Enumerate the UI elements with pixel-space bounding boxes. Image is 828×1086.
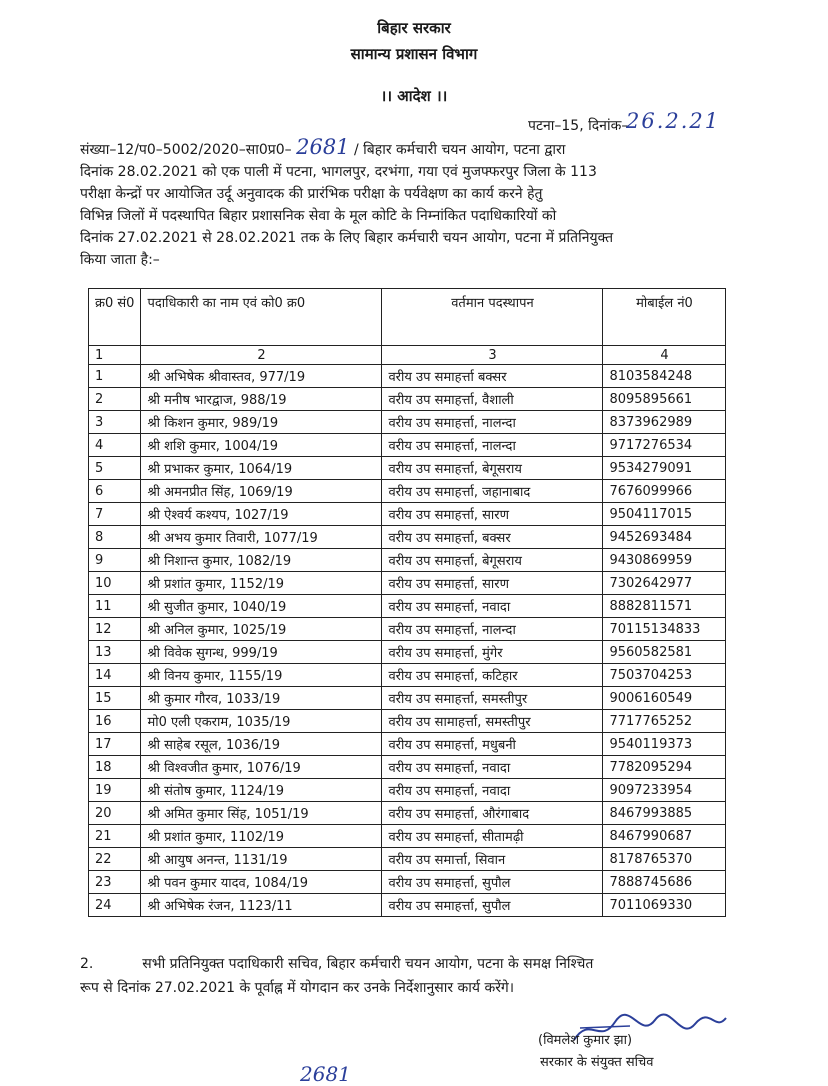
handwritten-order-number: 2681 (296, 135, 350, 159)
cell-mobile: 9006160549 (603, 687, 726, 710)
cell-posting: वरीय उप समाहर्त्ता, नवादा (382, 595, 603, 618)
cell-posting: वरीय उप समाहर्त्ता, सारण (382, 503, 603, 526)
cell-posting: वरीय उप समाहर्त्ता, बेगूसराय (382, 457, 603, 480)
cell-officer-name: श्री अमनप्रीत सिंह, 1069/19 (141, 480, 382, 503)
table-row (89, 526, 726, 549)
cell-posting: वरीय उप समाहर्त्ता, सुपौल (382, 894, 603, 917)
cell-serial: 23 (89, 871, 141, 894)
table-row (89, 457, 726, 480)
cell-officer-name: श्री विश्वजीत कुमार, 1076/19 (141, 756, 382, 779)
paragraph-two-text-1: सभी प्रतिनियुक्त पदाधिकारी सचिव, बिहार कर्मचारी चयन आयोग, पटना के समक्ष निश्चित (142, 956, 594, 972)
cell-serial: 14 (89, 664, 141, 687)
cell-officer-name: श्री विवेक सुगन्ध, 999/19 (141, 641, 382, 664)
column-index-row (89, 346, 726, 365)
cell-mobile: 9540119373 (603, 733, 726, 756)
paragraph-two (80, 952, 730, 1000)
paragraph-line: परीक्षा केन्द्रों पर आयोजित उर्दू अनुवादक की प्रारंभिक परीक्षा के पर्यवेक्षण का कार्य करने हेतु (80, 186, 543, 202)
cell-posting: वरीय उप समाहर्त्ता, सुपौल (382, 871, 603, 894)
table-row (89, 756, 726, 779)
header-name: पदाधिकारी का नाम एवं को0 क्र0 (141, 289, 382, 346)
order-paragraph (80, 136, 730, 271)
cell-serial: 5 (89, 457, 141, 480)
table-row (89, 848, 726, 871)
table-row (89, 871, 726, 894)
cell-posting: वरीय उप समाहर्त्ता, सीतामढ़ी (382, 825, 603, 848)
cell-mobile: 8178765370 (603, 848, 726, 871)
cell-officer-name: श्री सुजीत कुमार, 1040/19 (141, 595, 382, 618)
table-row (89, 434, 726, 457)
cell-mobile: 8467990687 (603, 825, 726, 848)
header-posting: वर्तमान पदस्थापन (382, 289, 603, 346)
cell-mobile: 9430869959 (603, 549, 726, 572)
cell-mobile: 8373962989 (603, 411, 726, 434)
cell-officer-name: श्री शशि कुमार, 1004/19 (141, 434, 382, 457)
paragraph-line: दिनांक 27.02.2021 से 28.02.2021 तक के लिए बिहार कर्मचारी चयन आयोग, पटना में प्रतिनियुक्त (80, 230, 614, 246)
order-number-line (80, 136, 730, 161)
cell-mobile: 7503704253 (603, 664, 726, 687)
cell-posting: वरीय उप समाहर्त्ता, कटिहार (382, 664, 603, 687)
paragraph-line: विभिन्न जिलों में पदस्थापित बिहार प्रशासनिक सेवा के मूल कोटि के निम्नांकित पदाधिकारियों को (80, 208, 557, 224)
table-row (89, 687, 726, 710)
cell-serial: 9 (89, 549, 141, 572)
cell-mobile: 7782095294 (603, 756, 726, 779)
cell-posting: वरीय उप समाहर्त्ता, बक्सर (382, 526, 603, 549)
cell-serial: 15 (89, 687, 141, 710)
cell-officer-name: श्री कुमार गौरव, 1033/19 (141, 687, 382, 710)
paragraph-line: दिनांक 28.02.2021 को एक पाली में पटना, भागलपुर, दरभंगा, गया एवं मुजफ्फरपुर जिला के 113 (80, 164, 597, 180)
cell-officer-name: श्री प्रभाकर कुमार, 1064/19 (141, 457, 382, 480)
cell-officer-name: श्री आयुष अनन्त, 1131/19 (141, 848, 382, 871)
cell-serial: 4 (89, 434, 141, 457)
cell-posting: वरीय उप समाहर्त्ता, औरंगाबाद (382, 802, 603, 825)
cell-mobile: 8467993885 (603, 802, 726, 825)
table-header-row (89, 289, 726, 346)
paragraph-two-text-2: रूप से दिनांक 27.02.2021 के पूर्वाह्न में योगदान कर उनके निर्देशानुसार कार्य करेंगे। (80, 980, 515, 996)
cell-posting: वरीय उप समाहर्त्ता, मुंगेर (382, 641, 603, 664)
cell-posting: वरीय उप समाहर्त्ता बक्सर (382, 365, 603, 388)
table-row (89, 664, 726, 687)
cell-officer-name: श्री प्रशांत कुमार, 1152/19 (141, 572, 382, 595)
place-label: पटना–15, दिनांक– (528, 118, 629, 134)
cell-mobile: 7888745686 (603, 871, 726, 894)
order-number-suffix: / बिहार कर्मचारी चयन आयोग, पटना द्वारा (354, 142, 566, 158)
order-title: ।। आदेश ।। (380, 87, 448, 105)
cell-mobile: 8103584248 (603, 365, 726, 388)
handwritten-date: 26.2.21 (626, 109, 721, 133)
cell-serial: 18 (89, 756, 141, 779)
cell-mobile: 7011069330 (603, 894, 726, 917)
cell-serial: 20 (89, 802, 141, 825)
cell-serial: 24 (89, 894, 141, 917)
table-row (89, 710, 726, 733)
cell-serial: 3 (89, 411, 141, 434)
order-number-prefix: संख्या–12/प0–5002/2020–सा0प्र0– (80, 142, 292, 158)
table-row (89, 388, 726, 411)
cell-officer-name: श्री निशान्त कुमार, 1082/19 (141, 549, 382, 572)
cell-posting: वरीय उप समाहर्त्ता, नालन्दा (382, 411, 603, 434)
column-index: 1 (89, 346, 141, 365)
table-row (89, 894, 726, 917)
signatory-designation: सरकार के संयुक्त सचिव (540, 1055, 654, 1070)
cell-mobile: 70115134833 (603, 618, 726, 641)
table-row (89, 595, 726, 618)
cell-serial: 16 (89, 710, 141, 733)
cell-officer-name: मो0 एली एकराम, 1035/19 (141, 710, 382, 733)
cell-officer-name: श्री किशन कुमार, 989/19 (141, 411, 382, 434)
cell-officer-name: श्री पवन कुमार यादव, 1084/19 (141, 871, 382, 894)
cell-officer-name: श्री संतोष कुमार, 1124/19 (141, 779, 382, 802)
table-row (89, 480, 726, 503)
cell-serial: 8 (89, 526, 141, 549)
cell-posting: वरीय उप समार्त्ता, सिवान (382, 848, 603, 871)
cell-mobile: 8882811571 (603, 595, 726, 618)
table-row (89, 618, 726, 641)
cell-posting: वरीय उप समाहर्त्ता, जहानाबाद (382, 480, 603, 503)
paragraph-two-line-1 (80, 952, 730, 976)
cell-officer-name: श्री ऐश्वर्य कश्यप, 1027/19 (141, 503, 382, 526)
column-index: 3 (382, 346, 603, 365)
cell-officer-name: श्री अभिषेक रंजन, 1123/11 (141, 894, 382, 917)
cell-serial: 7 (89, 503, 141, 526)
cell-serial: 2 (89, 388, 141, 411)
table-row (89, 825, 726, 848)
cell-serial: 17 (89, 733, 141, 756)
department-heading: सामान्य प्रशासन विभाग (350, 45, 478, 63)
table-row (89, 733, 726, 756)
cell-serial: 6 (89, 480, 141, 503)
paragraph-number: 2. (80, 956, 94, 972)
cell-posting: वरीय उप समाहर्त्ता, बेगूसराय (382, 549, 603, 572)
cell-serial: 12 (89, 618, 141, 641)
cell-mobile: 7302642977 (603, 572, 726, 595)
table-row (89, 641, 726, 664)
cell-posting: वरीय उप समाहर्त्ता, नवादा (382, 779, 603, 802)
cell-officer-name: श्री प्रशांत कुमार, 1102/19 (141, 825, 382, 848)
header-serial: क्र0 सं0 (89, 289, 141, 346)
cell-posting: वरीय उप समाहर्त्ता, नालन्दा (382, 434, 603, 457)
header-mobile: मोबाईल नं0 (603, 289, 726, 346)
cell-serial: 11 (89, 595, 141, 618)
signatory-name: (विमलेश कुमार झा) (538, 1033, 633, 1048)
cell-mobile: 9534279091 (603, 457, 726, 480)
table-row (89, 572, 726, 595)
officers-table (88, 288, 726, 917)
cell-posting: वरीय उप समाहर्त्ता, नवादा (382, 756, 603, 779)
cell-serial: 1 (89, 365, 141, 388)
cell-mobile: 9560582581 (603, 641, 726, 664)
column-index: 2 (141, 346, 382, 365)
cell-officer-name: श्री अनिल कुमार, 1025/19 (141, 618, 382, 641)
cell-officer-name: श्री अमित कुमार सिंह, 1051/19 (141, 802, 382, 825)
table-row (89, 779, 726, 802)
cell-posting: वरीय उप समाहर्त्ता, नालन्दा (382, 618, 603, 641)
cut-off-handwritten-number: 2681 (300, 1062, 351, 1086)
government-heading: बिहार सरकार (377, 19, 451, 37)
cell-mobile: 8095895661 (603, 388, 726, 411)
cell-mobile: 7676099966 (603, 480, 726, 503)
cell-mobile: 9717276534 (603, 434, 726, 457)
cell-mobile: 9097233954 (603, 779, 726, 802)
cell-posting: वरीय उप समाहर्त्ता, वैशाली (382, 388, 603, 411)
cell-posting: वरीय उप सामाहर्त्ता, समस्तीपुर (382, 710, 603, 733)
cell-serial: 19 (89, 779, 141, 802)
paragraph-line: किया जाता है:– (80, 252, 160, 268)
cell-mobile: 9504117015 (603, 503, 726, 526)
table-row (89, 802, 726, 825)
cell-officer-name: श्री साहेब रसूल, 1036/19 (141, 733, 382, 756)
cell-officer-name: श्री अभिषेक श्रीवास्तव, 977/19 (141, 365, 382, 388)
cell-mobile: 7717765252 (603, 710, 726, 733)
cell-officer-name: श्री अभय कुमार तिवारी, 1077/19 (141, 526, 382, 549)
cell-serial: 10 (89, 572, 141, 595)
table-row (89, 365, 726, 388)
cell-mobile: 9452693484 (603, 526, 726, 549)
cell-officer-name: श्री विनय कुमार, 1155/19 (141, 664, 382, 687)
table-row (89, 549, 726, 572)
cell-posting: वरीय उप समाहर्त्ता, सारण (382, 572, 603, 595)
cell-serial: 22 (89, 848, 141, 871)
cell-serial: 13 (89, 641, 141, 664)
column-index: 4 (603, 346, 726, 365)
cell-posting: वरीय उप समाहर्त्ता, मधुबनी (382, 733, 603, 756)
cell-serial: 21 (89, 825, 141, 848)
cell-posting: वरीय उप समाहर्त्ता, समस्तीपुर (382, 687, 603, 710)
table-row (89, 411, 726, 434)
cell-officer-name: श्री मनीष भारद्वाज, 988/19 (141, 388, 382, 411)
table-row (89, 503, 726, 526)
